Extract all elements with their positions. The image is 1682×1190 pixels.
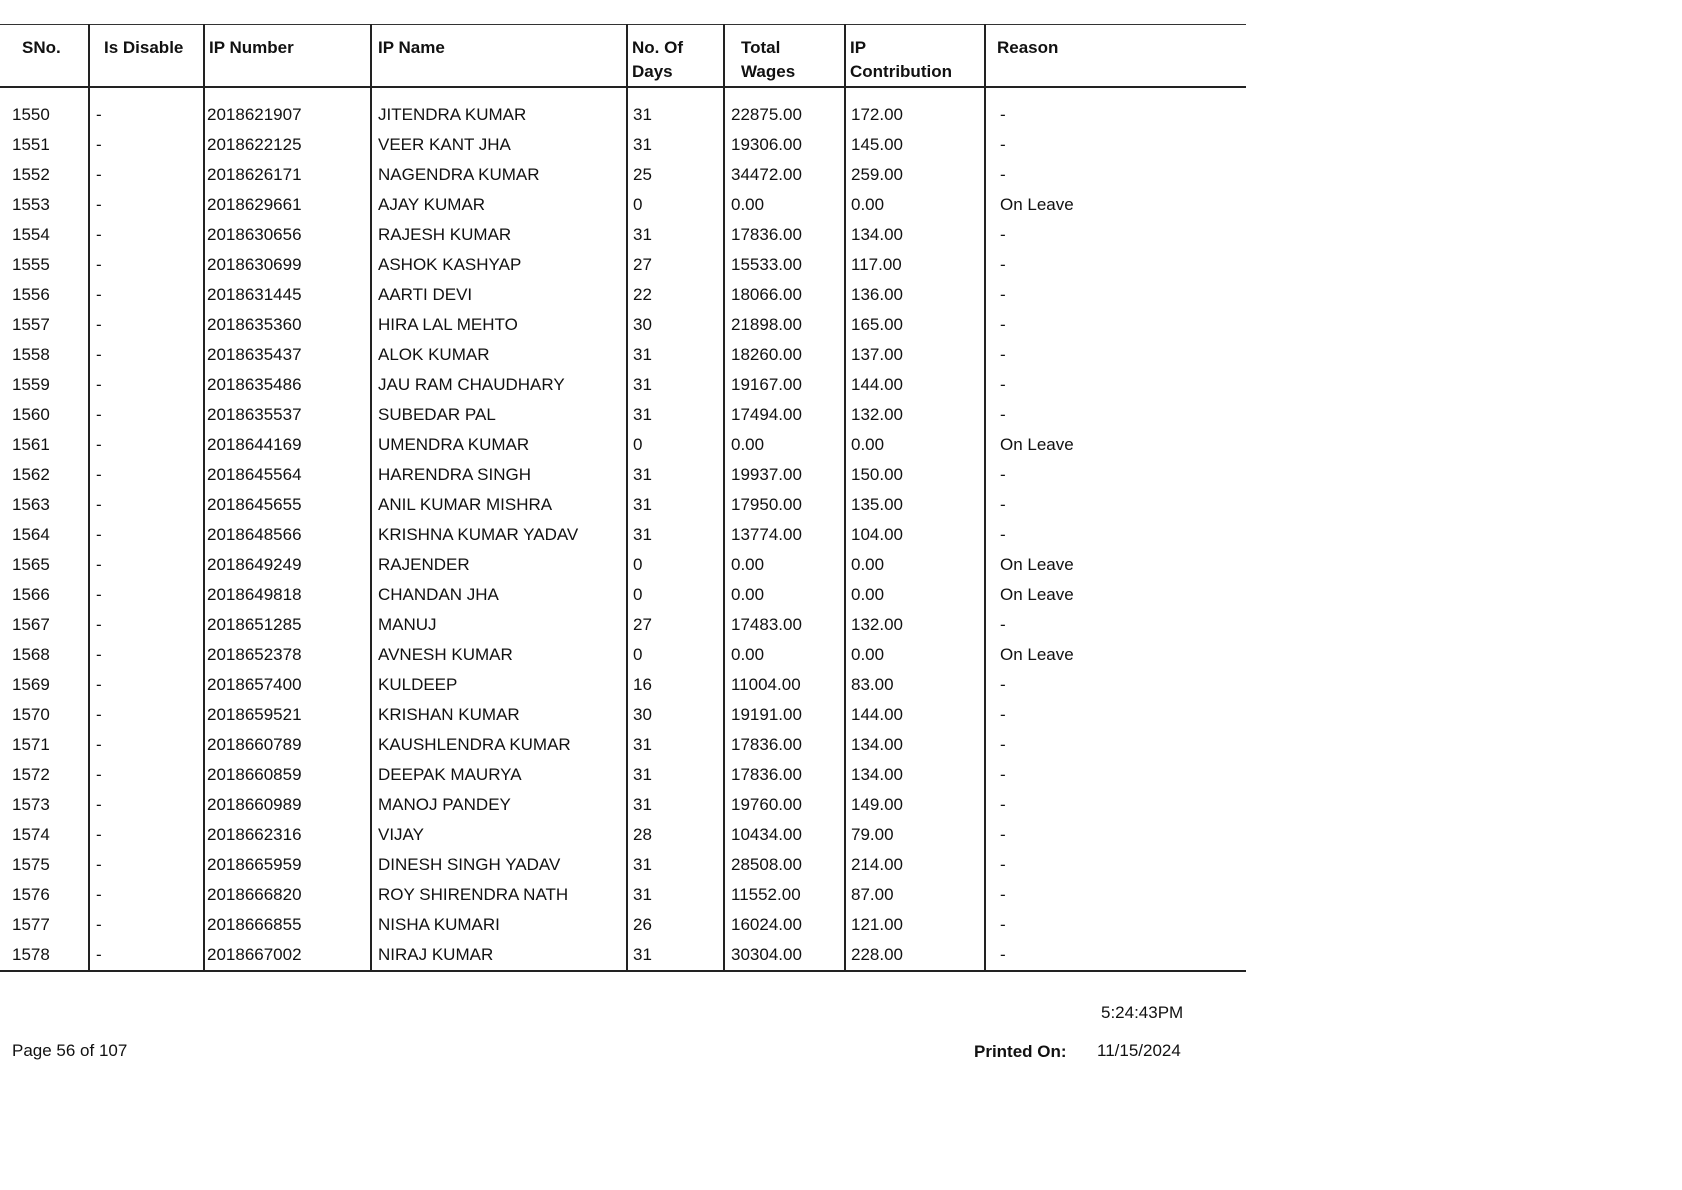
- cell-no-of-days: 30: [627, 310, 724, 340]
- cell-sno: 1554: [12, 224, 50, 244]
- cell-no-of-days: 31: [627, 520, 724, 550]
- table-row: [0, 730, 1246, 760]
- cell-no-of-days: 22: [627, 280, 724, 310]
- cell-is-disable: -: [89, 730, 204, 760]
- cell-reason: -: [985, 910, 1246, 940]
- cell-ip-number: 2018645564: [204, 460, 371, 490]
- table-row: [0, 610, 1246, 640]
- cell-is-disable: -: [89, 670, 204, 700]
- cell-ip-name: RAJESH KUMAR: [371, 220, 627, 250]
- cell-total-wages: 13774.00: [724, 520, 845, 550]
- header-reason: Reason: [985, 25, 1246, 87]
- cell-no-of-days: 31: [627, 730, 724, 760]
- cell-ip-contribution: 145.00: [845, 130, 985, 160]
- cell-ip-contribution: 0.00: [845, 580, 985, 610]
- cell-ip-name: SUBEDAR PAL: [371, 400, 627, 430]
- cell-reason: On Leave: [985, 640, 1246, 670]
- cell-ip-number: 2018651285: [204, 610, 371, 640]
- cell-total-wages: 28508.00: [724, 850, 845, 880]
- cell-ip-contribution: 134.00: [845, 760, 985, 790]
- cell-no-of-days: 31: [627, 100, 724, 130]
- cell-is-disable: -: [89, 610, 204, 640]
- cell-no-of-days: 31: [627, 340, 724, 370]
- cell-total-wages: 17483.00: [724, 610, 845, 640]
- cell-is-disable: -: [89, 760, 204, 790]
- cell-sno: 1570: [12, 704, 50, 724]
- cell-no-of-days: 31: [627, 850, 724, 880]
- cell-reason: -: [985, 370, 1246, 400]
- header-total-wages: Total Wages: [724, 25, 845, 87]
- cell-total-wages: 0.00: [724, 580, 845, 610]
- cell-ip-name: RAJENDER: [371, 550, 627, 580]
- cell-total-wages: 16024.00: [724, 910, 845, 940]
- cell-no-of-days: 31: [627, 790, 724, 820]
- cell-ip-number: 2018649818: [204, 580, 371, 610]
- cell-is-disable: -: [89, 490, 204, 520]
- cell-no-of-days: 31: [627, 460, 724, 490]
- cell-ip-name: JITENDRA KUMAR: [371, 100, 627, 130]
- cell-sno: 1577: [12, 914, 50, 934]
- report-page: [0, 24, 1246, 972]
- cell-ip-number: 2018631445: [204, 280, 371, 310]
- header-row: [0, 25, 1246, 87]
- cell-ip-contribution: 132.00: [845, 400, 985, 430]
- header-ip-name: IP Name: [371, 25, 627, 87]
- cell-is-disable: -: [89, 910, 204, 940]
- cell-reason: -: [985, 220, 1246, 250]
- cell-ip-number: 2018660859: [204, 760, 371, 790]
- table-row: [0, 910, 1246, 940]
- cell-ip-name: AVNESH KUMAR: [371, 640, 627, 670]
- cell-ip-contribution: 259.00: [845, 160, 985, 190]
- table-row: [0, 670, 1246, 700]
- cell-is-disable: -: [89, 190, 204, 220]
- table-row: [0, 520, 1246, 550]
- cell-sno: 1561: [12, 434, 50, 454]
- cell-reason: -: [985, 310, 1246, 340]
- cell-ip-name: AJAY KUMAR: [371, 190, 627, 220]
- cell-reason: -: [985, 790, 1246, 820]
- cell-ip-name: KRISHAN KUMAR: [371, 700, 627, 730]
- cell-no-of-days: 30: [627, 700, 724, 730]
- printed-on-date: 11/15/2024: [1097, 1041, 1181, 1060]
- cell-ip-name: KAUSHLENDRA KUMAR: [371, 730, 627, 760]
- cell-ip-contribution: 87.00: [845, 880, 985, 910]
- cell-no-of-days: 31: [627, 370, 724, 400]
- cell-ip-contribution: 0.00: [845, 550, 985, 580]
- cell-total-wages: 0.00: [724, 430, 845, 460]
- cell-ip-number: 2018635537: [204, 400, 371, 430]
- cell-sno: 1559: [12, 374, 50, 394]
- cell-ip-contribution: 172.00: [845, 100, 985, 130]
- cell-reason: -: [985, 700, 1246, 730]
- cell-ip-contribution: 132.00: [845, 610, 985, 640]
- cell-reason: -: [985, 490, 1246, 520]
- cell-ip-contribution: 165.00: [845, 310, 985, 340]
- cell-no-of-days: 31: [627, 760, 724, 790]
- table-row: [0, 880, 1246, 910]
- cell-no-of-days: 31: [627, 220, 724, 250]
- cell-ip-contribution: 134.00: [845, 220, 985, 250]
- cell-ip-number: 2018622125: [204, 130, 371, 160]
- cell-ip-name: ASHOK KASHYAP: [371, 250, 627, 280]
- cell-ip-number: 2018660789: [204, 730, 371, 760]
- cell-ip-contribution: 121.00: [845, 910, 985, 940]
- cell-ip-number: 2018644169: [204, 430, 371, 460]
- cell-no-of-days: 31: [627, 940, 724, 971]
- cell-is-disable: -: [89, 400, 204, 430]
- table-row: [0, 190, 1246, 220]
- cell-total-wages: 18066.00: [724, 280, 845, 310]
- cell-ip-name: DINESH SINGH YADAV: [371, 850, 627, 880]
- cell-ip-name: UMENDRA KUMAR: [371, 430, 627, 460]
- table-row: [0, 790, 1246, 820]
- cell-sno: 1574: [12, 824, 50, 844]
- cell-ip-number: 2018666855: [204, 910, 371, 940]
- cell-total-wages: 11004.00: [724, 670, 845, 700]
- cell-ip-number: 2018629661: [204, 190, 371, 220]
- cell-is-disable: -: [89, 550, 204, 580]
- cell-ip-number: 2018662316: [204, 820, 371, 850]
- cell-ip-name: ALOK KUMAR: [371, 340, 627, 370]
- cell-ip-contribution: 136.00: [845, 280, 985, 310]
- cell-is-disable: -: [89, 640, 204, 670]
- cell-reason: -: [985, 400, 1246, 430]
- cell-sno: 1557: [12, 314, 50, 334]
- cell-reason: -: [985, 820, 1246, 850]
- cell-ip-contribution: 134.00: [845, 730, 985, 760]
- cell-ip-name: NAGENDRA KUMAR: [371, 160, 627, 190]
- cell-ip-name: NISHA KUMARI: [371, 910, 627, 940]
- cell-no-of-days: 31: [627, 400, 724, 430]
- cell-no-of-days: 26: [627, 910, 724, 940]
- cell-total-wages: 17950.00: [724, 490, 845, 520]
- cell-sno: 1552: [12, 164, 50, 184]
- cell-sno: 1558: [12, 344, 50, 364]
- cell-reason: -: [985, 760, 1246, 790]
- table-row: [0, 820, 1246, 850]
- cell-ip-number: 2018630699: [204, 250, 371, 280]
- table-row: [0, 760, 1246, 790]
- cell-total-wages: 0.00: [724, 550, 845, 580]
- page-number: Page 56 of 107: [12, 1041, 128, 1060]
- cell-no-of-days: 0: [627, 640, 724, 670]
- cell-reason: -: [985, 880, 1246, 910]
- cell-sno: 1551: [12, 134, 50, 154]
- cell-ip-name: CHANDAN JHA: [371, 580, 627, 610]
- cell-ip-contribution: 214.00: [845, 850, 985, 880]
- cell-reason: -: [985, 670, 1246, 700]
- cell-ip-number: 2018666820: [204, 880, 371, 910]
- cell-ip-contribution: 137.00: [845, 340, 985, 370]
- spacer-row: [0, 87, 1246, 100]
- table-row: [0, 160, 1246, 190]
- cell-sno: 1576: [12, 884, 50, 904]
- cell-reason: -: [985, 250, 1246, 280]
- cell-sno: 1555: [12, 254, 50, 274]
- cell-ip-contribution: 0.00: [845, 640, 985, 670]
- cell-is-disable: -: [89, 460, 204, 490]
- cell-sno: 1573: [12, 794, 50, 814]
- cell-is-disable: -: [89, 700, 204, 730]
- cell-ip-contribution: 149.00: [845, 790, 985, 820]
- cell-total-wages: 10434.00: [724, 820, 845, 850]
- cell-is-disable: -: [89, 520, 204, 550]
- cell-total-wages: 17494.00: [724, 400, 845, 430]
- cell-sno: 1568: [12, 644, 50, 664]
- cell-reason: -: [985, 520, 1246, 550]
- header-ip-number: IP Number: [204, 25, 371, 87]
- cell-is-disable: -: [89, 790, 204, 820]
- cell-total-wages: 19937.00: [724, 460, 845, 490]
- cell-ip-name: AARTI DEVI: [371, 280, 627, 310]
- cell-total-wages: 11552.00: [724, 880, 845, 910]
- cell-is-disable: -: [89, 340, 204, 370]
- cell-total-wages: 17836.00: [724, 760, 845, 790]
- table-row: [0, 940, 1246, 971]
- cell-ip-name: MANUJ: [371, 610, 627, 640]
- cell-ip-number: 2018649249: [204, 550, 371, 580]
- cell-sno: 1556: [12, 284, 50, 304]
- cell-total-wages: 19167.00: [724, 370, 845, 400]
- cell-ip-contribution: 104.00: [845, 520, 985, 550]
- cell-ip-name: KULDEEP: [371, 670, 627, 700]
- cell-is-disable: -: [89, 850, 204, 880]
- cell-total-wages: 21898.00: [724, 310, 845, 340]
- cell-no-of-days: 0: [627, 580, 724, 610]
- cell-total-wages: 34472.00: [724, 160, 845, 190]
- cell-ip-number: 2018621907: [204, 100, 371, 130]
- cell-total-wages: 19191.00: [724, 700, 845, 730]
- cell-reason: -: [985, 730, 1246, 760]
- cell-no-of-days: 27: [627, 250, 724, 280]
- cell-reason: On Leave: [985, 580, 1246, 610]
- table-row: [0, 460, 1246, 490]
- cell-total-wages: 19306.00: [724, 130, 845, 160]
- cell-ip-name: VEER KANT JHA: [371, 130, 627, 160]
- cell-ip-number: 2018652378: [204, 640, 371, 670]
- cell-is-disable: -: [89, 880, 204, 910]
- cell-ip-number: 2018635486: [204, 370, 371, 400]
- cell-ip-number: 2018657400: [204, 670, 371, 700]
- cell-is-disable: -: [89, 250, 204, 280]
- cell-sno: 1566: [12, 584, 50, 604]
- cell-sno: 1572: [12, 764, 50, 784]
- cell-total-wages: 0.00: [724, 640, 845, 670]
- cell-sno: 1567: [12, 614, 50, 634]
- table-row: [0, 550, 1246, 580]
- cell-ip-name: DEEPAK MAURYA: [371, 760, 627, 790]
- cell-ip-name: MANOJ PANDEY: [371, 790, 627, 820]
- cell-ip-number: 2018635437: [204, 340, 371, 370]
- cell-reason: -: [985, 940, 1246, 971]
- cell-sno: 1562: [12, 464, 50, 484]
- cell-ip-contribution: 144.00: [845, 700, 985, 730]
- cell-no-of-days: 31: [627, 490, 724, 520]
- table-row: [0, 490, 1246, 520]
- cell-no-of-days: 25: [627, 160, 724, 190]
- cell-no-of-days: 0: [627, 550, 724, 580]
- cell-ip-number: 2018645655: [204, 490, 371, 520]
- cell-is-disable: -: [89, 580, 204, 610]
- cell-total-wages: 19760.00: [724, 790, 845, 820]
- cell-ip-contribution: 135.00: [845, 490, 985, 520]
- cell-is-disable: -: [89, 220, 204, 250]
- cell-ip-contribution: 228.00: [845, 940, 985, 971]
- cell-no-of-days: 0: [627, 430, 724, 460]
- cell-reason: -: [985, 280, 1246, 310]
- cell-is-disable: -: [89, 310, 204, 340]
- cell-sno: 1564: [12, 524, 50, 544]
- cell-is-disable: -: [89, 370, 204, 400]
- cell-no-of-days: 31: [627, 130, 724, 160]
- cell-is-disable: -: [89, 940, 204, 971]
- printed-time: 5:24:43PM: [1101, 1003, 1184, 1022]
- cell-ip-contribution: 83.00: [845, 670, 985, 700]
- header-sno: SNo.: [0, 25, 89, 87]
- cell-ip-contribution: 0.00: [845, 430, 985, 460]
- cell-ip-name: NIRAJ KUMAR: [371, 940, 627, 971]
- cell-reason: -: [985, 130, 1246, 160]
- cell-ip-number: 2018665959: [204, 850, 371, 880]
- cell-no-of-days: 28: [627, 820, 724, 850]
- cell-sno: 1575: [12, 854, 50, 874]
- cell-is-disable: -: [89, 280, 204, 310]
- cell-reason: -: [985, 100, 1246, 130]
- cell-ip-number: 2018667002: [204, 940, 371, 971]
- cell-sno: 1563: [12, 494, 50, 514]
- table-row: [0, 310, 1246, 340]
- table-header: [0, 25, 1246, 87]
- printed-on-label: Printed On:: [974, 1042, 1067, 1061]
- header-no-of-days: No. Of Days: [627, 25, 724, 87]
- cell-total-wages: 18260.00: [724, 340, 845, 370]
- cell-sno: 1571: [12, 734, 50, 754]
- contribution-table: [0, 24, 1246, 972]
- cell-reason: On Leave: [985, 430, 1246, 460]
- table-row: [0, 280, 1246, 310]
- table-row: [0, 850, 1246, 880]
- cell-total-wages: 15533.00: [724, 250, 845, 280]
- cell-is-disable: -: [89, 100, 204, 130]
- table-row: [0, 100, 1246, 130]
- cell-is-disable: -: [89, 820, 204, 850]
- cell-total-wages: 30304.00: [724, 940, 845, 971]
- cell-no-of-days: 16: [627, 670, 724, 700]
- cell-reason: -: [985, 850, 1246, 880]
- cell-reason: -: [985, 340, 1246, 370]
- cell-ip-number: 2018630656: [204, 220, 371, 250]
- cell-sno: 1565: [12, 554, 50, 574]
- table-row: [0, 130, 1246, 160]
- cell-sno: 1553: [12, 194, 50, 214]
- table-row: [0, 340, 1246, 370]
- cell-total-wages: 22875.00: [724, 100, 845, 130]
- cell-total-wages: 17836.00: [724, 220, 845, 250]
- cell-ip-name: HIRA LAL MEHTO: [371, 310, 627, 340]
- header-ip-contribution: IP Contribution: [845, 25, 985, 87]
- cell-ip-contribution: 79.00: [845, 820, 985, 850]
- cell-is-disable: -: [89, 430, 204, 460]
- cell-ip-name: VIJAY: [371, 820, 627, 850]
- table-row: [0, 430, 1246, 460]
- cell-reason: On Leave: [985, 190, 1246, 220]
- table-row: [0, 700, 1246, 730]
- table-body: [0, 87, 1246, 971]
- cell-reason: -: [985, 160, 1246, 190]
- cell-is-disable: -: [89, 160, 204, 190]
- cell-ip-contribution: 144.00: [845, 370, 985, 400]
- cell-no-of-days: 0: [627, 190, 724, 220]
- cell-sno: 1569: [12, 674, 50, 694]
- cell-ip-contribution: 117.00: [845, 250, 985, 280]
- table-row: [0, 220, 1246, 250]
- table-row: [0, 640, 1246, 670]
- cell-ip-number: 2018635360: [204, 310, 371, 340]
- cell-ip-name: ROY SHIRENDRA NATH: [371, 880, 627, 910]
- table-row: [0, 400, 1246, 430]
- cell-sno: 1560: [12, 404, 50, 424]
- table-row: [0, 580, 1246, 610]
- cell-reason: -: [985, 460, 1246, 490]
- cell-ip-name: HARENDRA SINGH: [371, 460, 627, 490]
- cell-total-wages: 0.00: [724, 190, 845, 220]
- cell-sno: 1550: [12, 104, 50, 124]
- cell-ip-number: 2018648566: [204, 520, 371, 550]
- cell-reason: -: [985, 610, 1246, 640]
- cell-ip-number: 2018659521: [204, 700, 371, 730]
- table-row: [0, 250, 1246, 280]
- cell-ip-name: JAU RAM CHAUDHARY: [371, 370, 627, 400]
- cell-ip-contribution: 150.00: [845, 460, 985, 490]
- cell-reason: On Leave: [985, 550, 1246, 580]
- cell-sno: 1578: [0, 940, 89, 971]
- cell-no-of-days: 27: [627, 610, 724, 640]
- header-is-disable: Is Disable: [89, 25, 204, 87]
- cell-total-wages: 17836.00: [724, 730, 845, 760]
- cell-no-of-days: 31: [627, 880, 724, 910]
- cell-ip-number: 2018626171: [204, 160, 371, 190]
- cell-ip-name: ANIL KUMAR MISHRA: [371, 490, 627, 520]
- cell-ip-contribution: 0.00: [845, 190, 985, 220]
- cell-is-disable: -: [89, 130, 204, 160]
- table-row: [0, 370, 1246, 400]
- cell-ip-number: 2018660989: [204, 790, 371, 820]
- cell-ip-name: KRISHNA KUMAR YADAV: [371, 520, 627, 550]
